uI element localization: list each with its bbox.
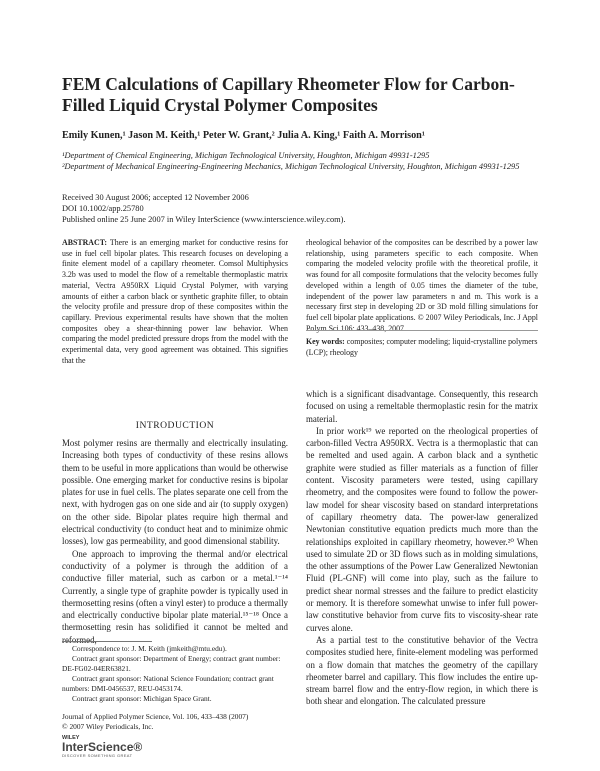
keywords-text: composites; computer modeling; liquid-crystalline polymers (LCP); rheology xyxy=(306,337,538,357)
logo-brand: InterScience® xyxy=(62,740,143,754)
journal-info xyxy=(62,712,288,732)
intro-paragraph-1: Most polymer resins are thermally and electrically insulating. Increasing both types of conductivity of these resins allows them to be useful in more applications than would be otherwise possible. One emerging market for conductive resins is bipolar plates for use in fuel cells. The plates separate one cell from the next, with hydrogen gas on one side and air (to supply oxygen) on the other side. Bipolar plates require high thermal and electrical conductivity (to conduct heat and to minimize ohmic losses), low gas permeability, and good dimensional stability. xyxy=(62,438,288,547)
footnotes xyxy=(62,644,288,703)
copyright-line: © 2007 Wiley Periodicals, Inc. xyxy=(62,721,154,731)
logo-tagline: DISCOVER SOMETHING GREAT xyxy=(62,753,133,758)
affiliation-2: ²Department of Mechanical Engineering-Engineering Mechanics, Michigan Technological University, Houghton, Michigan 49931-1295 xyxy=(62,162,520,171)
published-date: Published online 25 June 2007 in Wiley InterScience (www.interscience.wiley.com). xyxy=(62,214,346,224)
footnote-correspondence: Correspondence to: J. M. Keith (jmkeith@mtu.edu). xyxy=(72,644,227,653)
abstract-label: ABSTRACT: xyxy=(62,238,108,247)
body-left-column xyxy=(62,437,288,646)
abstract-text-left: There is an emerging market for conductive resins for use in fuel cell bipolar plates. This research focuses on developing a finite element model of a capillary rheometer. Comsol Multiphysics 3.2b was used to model the flow of a remeltable thermoplastic matrix material, Vectra A950RX Liquid Crystal Polymer, with varying amounts of either a carbon black or synthetic graphite filler, to obtain the velocity profile and pressure drop of these composites within the capillary. Previous experimental results have shown that the molten composites obey a shear-thinning power law behavior. When comparing the model predicted pressure drops from the model with the experimental data, very good agreement was obtained. This signifies that the xyxy=(62,238,288,365)
doi: DOI 10.1002/app.25780 xyxy=(62,203,144,213)
affiliations xyxy=(62,150,542,172)
authors: Emily Kunen,¹ Jason M. Keith,¹ Peter W. Grant,² Julia A. King,¹ Faith A. Morrison¹ xyxy=(62,130,425,141)
footnote-grant-1: Contract grant sponsor: Department of Energy; contract grant number: DE-FG02-04ER63821. xyxy=(62,653,281,673)
paper-title: FEM Calculations of Capillary Rheometer Flow for Carbon-Filled Liquid Crystal Polymer Composites xyxy=(62,74,515,115)
footnote-divider xyxy=(62,641,152,642)
abstract-left xyxy=(62,238,288,366)
footnote-grant-3: Contract grant sponsor: Michigan Space Grant. xyxy=(72,693,212,703)
logo-wiley: WILEY xyxy=(62,735,80,741)
abstract-right: rheological behavior of the composites can be described by a power law relationship, using parameters specific to each composite. When comparing the modeled velocity profile with the theoretical profile, it was found for all composite formulations that the velocity becomes fully developed within a length of 0.05 times the diameter of the tube, independent of the power law parameters n and m. This work is a necessary first step in developing 2D or 3D mold filling simulations for fuel cell bipolar plate applications. © 2007 Wiley Periodicals, Inc. J Appl Polym Sci 106: 433–438, 2007 xyxy=(306,238,538,333)
wiley-interscience-logo xyxy=(62,735,172,759)
divider xyxy=(306,330,538,331)
right-paragraph-0: which is a significant disadvantage. Consequently, this research focused on using a remeltable thermoplastic resin for the matrix material. xyxy=(306,389,538,424)
received-date: Received 30 August 2006; accepted 12 November 2006 xyxy=(62,193,249,202)
intro-paragraph-2: One approach to improving the thermal and/or electrical conductivity of a polymer is through the addition of a conductive filler material, such as carbon or a metal.¹⁻¹⁴ Currently, a single type of graphite powder is typically used in thermosetting resins (often a vinyl ester) to produce a thermally and electrically conductive bipolar plate material.¹⁵⁻¹⁸ Once a thermosetting resin has solidified it cannot be melted and reformed, xyxy=(62,548,288,645)
keywords xyxy=(306,337,538,358)
right-paragraph-1: In prior work¹⁹ we reported on the rheological properties of carbon-filled Vectra A950RX. Vectra is a thermoplastic that can be remelted and used again. A carbon black and a synthetic graphite were studied as filler materials as a function of filler content. Viscosity parameters were tested, using capillary rheometry, and the composites were found to follow the power-law model for shear viscosity based on standard interpretations of capillary rheometry data. The power-law generalized Newtonian constitutive equation predicts much more than the relationships exploited in capillary rheometry, however.²⁰ When used to simulate 2D or 3D flows such as in molding simulations, the other assumptions of the Power Law Generalized Newtonian Fluid (PL-GNF) will come into play, such as the failure to predict shear normal stresses and the failure to predict elasticity or memory. It is therefore somewhat unwise to infer full power-law constitutive behavior from curve fits to viscosity-shear rate curves alone. xyxy=(306,425,538,633)
affiliation-1: ¹Department of Chemical Engineering, Michigan Technological University, Houghton, Michigan 49931-1295 xyxy=(62,151,430,160)
body-right-column xyxy=(306,388,538,708)
right-paragraph-2: As a partial test to the constitutive behavior of the Vectra composites studied here, finite-element modeling was performed on a flow domain that matches the geometry of the capillary rheometer barrel and capillary. This flow includes the entire up-stream barrel flow and the entry-flow region, in which there is both shear and elongation. The calculated pressure xyxy=(306,634,538,707)
publication-dates xyxy=(62,193,542,225)
journal-line: Journal of Applied Polymer Science, Vol. 106, 433–438 (2007) xyxy=(62,712,249,721)
keywords-label: Key words: xyxy=(306,337,345,346)
section-title: INTRODUCTION xyxy=(135,420,215,431)
footnote-grant-2: Contract grant sponsor: National Science Foundation; contract grant numbers: DMI-0456537, REU-0453174. xyxy=(62,673,274,693)
